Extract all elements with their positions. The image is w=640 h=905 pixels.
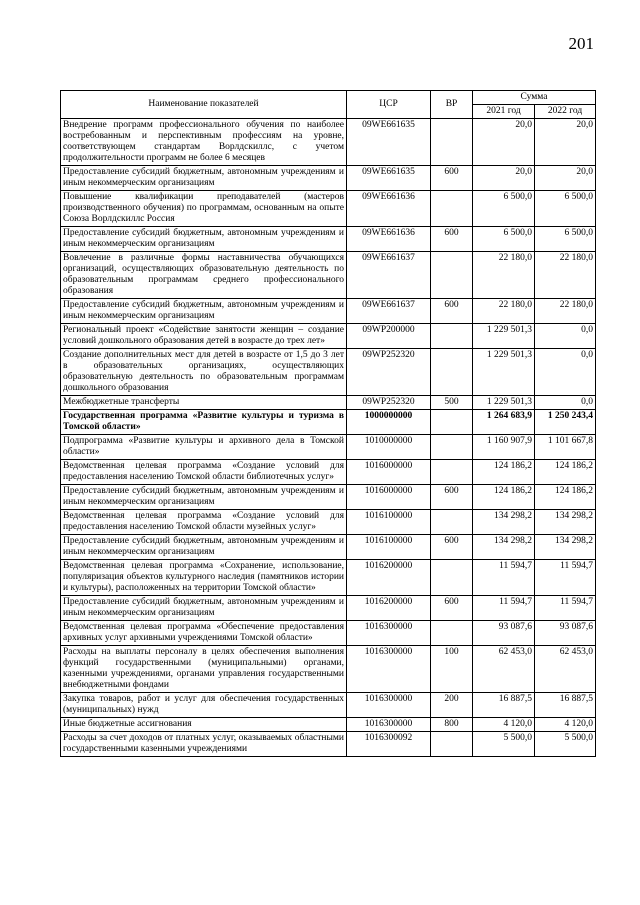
row-sum-2021: 11 594,7 [473, 560, 535, 596]
row-vr: 800 [431, 718, 473, 732]
row-sum-2021: 20,0 [473, 119, 535, 166]
row-vr: 600 [431, 299, 473, 324]
row-csr: 1016200000 [347, 596, 431, 621]
row-sum-2021: 1 229 501,3 [473, 349, 535, 396]
table-row [61, 227, 596, 252]
row-vr [431, 732, 473, 757]
row-vr [431, 621, 473, 646]
table-row [61, 535, 596, 560]
table-row [61, 191, 596, 227]
table-row [61, 349, 596, 396]
row-sum-2022: 0,0 [535, 349, 596, 396]
row-vr: 600 [431, 166, 473, 191]
row-sum-2022: 20,0 [535, 119, 596, 166]
row-sum-2022: 16 887,5 [535, 693, 596, 718]
row-vr [431, 349, 473, 396]
row-vr: 200 [431, 693, 473, 718]
table-row [61, 485, 596, 510]
row-csr: 1016200000 [347, 560, 431, 596]
row-name: Расходы на выплаты персоналу в целях обеспечения выполнения функций государственными (муниципальными) органами, казенными учреждениями, органами управления государственными внебюджетными фондами [61, 646, 347, 693]
row-csr: 1000000000 [347, 410, 431, 435]
table-row [61, 621, 596, 646]
row-sum-2022: 62 453,0 [535, 646, 596, 693]
table-row [61, 732, 596, 757]
row-name: Подпрограмма «Развитие культуры и архивного дела в Томской области» [61, 435, 347, 460]
row-csr: 1010000000 [347, 435, 431, 460]
row-vr [431, 410, 473, 435]
row-csr: 1016300000 [347, 718, 431, 732]
row-sum-2021: 124 186,2 [473, 485, 535, 510]
row-sum-2022: 6 500,0 [535, 227, 596, 252]
row-name: Региональный проект «Содействие занятости женщин – создание условий дошкольного образования детей в возрасте до трех лет» [61, 324, 347, 349]
row-sum-2022: 11 594,7 [535, 596, 596, 621]
row-name: Ведомственная целевая программа «Обеспечение предоставления архивных услуг архивными учреждениями Томской области» [61, 621, 347, 646]
row-sum-2021: 11 594,7 [473, 596, 535, 621]
header-2022: 2022 год [535, 105, 596, 119]
header-csr: ЦСР [347, 91, 431, 119]
row-vr: 500 [431, 396, 473, 410]
row-csr: 1016100000 [347, 535, 431, 560]
row-sum-2021: 5 500,0 [473, 732, 535, 757]
row-sum-2021: 62 453,0 [473, 646, 535, 693]
table-row [61, 718, 596, 732]
table-row [61, 693, 596, 718]
table-row [61, 596, 596, 621]
row-sum-2022: 1 101 667,8 [535, 435, 596, 460]
row-sum-2021: 16 887,5 [473, 693, 535, 718]
row-name: Иные бюджетные ассигнования [61, 718, 347, 732]
row-csr: 09WP252320 [347, 396, 431, 410]
row-sum-2021: 93 087,6 [473, 621, 535, 646]
row-csr: 09WE661635 [347, 119, 431, 166]
table-row [61, 460, 596, 485]
row-vr [431, 510, 473, 535]
row-sum-2021: 124 186,2 [473, 460, 535, 485]
row-sum-2021: 1 229 501,3 [473, 396, 535, 410]
row-sum-2021: 4 120,0 [473, 718, 535, 732]
row-csr: 09WE661637 [347, 299, 431, 324]
row-sum-2021: 1 264 683,9 [473, 410, 535, 435]
row-name: Предоставление субсидий бюджетным, автономным учреждениям и иным некоммерческим организациям [61, 596, 347, 621]
row-sum-2022: 124 186,2 [535, 460, 596, 485]
row-name: Предоставление субсидий бюджетным, автономным учреждениям и иным некоммерческим организациям [61, 535, 347, 560]
row-vr [431, 119, 473, 166]
row-name: Предоставление субсидий бюджетным, автономным учреждениям и иным некоммерческим организациям [61, 166, 347, 191]
row-name: Вовлечение в различные формы наставничества обучающихся организаций, осуществляющих образовательную деятельность по образовательным программам среднего профессионального образования [61, 252, 347, 299]
row-name: Ведомственная целевая программа «Создание условий для предоставления населению Томской области музейных услуг» [61, 510, 347, 535]
table-row [61, 119, 596, 166]
table-row [61, 560, 596, 596]
row-vr: 600 [431, 227, 473, 252]
row-sum-2021: 22 180,0 [473, 252, 535, 299]
row-csr: 1016000000 [347, 485, 431, 510]
row-sum-2021: 1 160 907,9 [473, 435, 535, 460]
row-sum-2021: 6 500,0 [473, 191, 535, 227]
row-sum-2022: 22 180,0 [535, 299, 596, 324]
table-header [61, 91, 596, 119]
header-name: Наименование показателей [61, 91, 347, 119]
row-vr [431, 435, 473, 460]
row-name: Предоставление субсидий бюджетным, автономным учреждениям и иным некоммерческим организациям [61, 227, 347, 252]
table-row [61, 646, 596, 693]
table-row [61, 252, 596, 299]
row-csr: 1016000000 [347, 460, 431, 485]
row-vr [431, 460, 473, 485]
row-name: Повышение квалификации преподавателей (мастеров производственного обучения) по программам, основанным на опыте Союза Ворлдскиллс Россия [61, 191, 347, 227]
table-body [61, 119, 596, 757]
table-row [61, 396, 596, 410]
table-row [61, 166, 596, 191]
row-csr: 1016300000 [347, 693, 431, 718]
row-vr: 100 [431, 646, 473, 693]
row-vr: 600 [431, 596, 473, 621]
budget-table [60, 90, 596, 757]
row-vr [431, 560, 473, 596]
row-sum-2021: 1 229 501,3 [473, 324, 535, 349]
row-sum-2022: 11 594,7 [535, 560, 596, 596]
row-name: Внедрение программ профессионального обучения по наиболее востребованным и перспективным профессиям на уровне, соответствующем стандартам Ворлдскиллс, с учетом продолжительности программ не более 6 месяцев [61, 119, 347, 166]
row-vr [431, 191, 473, 227]
table-row [61, 299, 596, 324]
row-csr: 1016300000 [347, 621, 431, 646]
row-name: Расходы за счет доходов от платных услуг, оказываемых областными государственными казенными учреждениями [61, 732, 347, 757]
row-vr: 600 [431, 485, 473, 510]
row-sum-2022: 4 120,0 [535, 718, 596, 732]
row-sum-2021: 20,0 [473, 166, 535, 191]
row-sum-2022: 6 500,0 [535, 191, 596, 227]
row-sum-2021: 134 298,2 [473, 535, 535, 560]
row-name: Закупка товаров, работ и услуг для обеспечения государственных (муниципальных) нужд [61, 693, 347, 718]
row-name: Государственная программа «Развитие культуры и туризма в Томской области» [61, 410, 347, 435]
row-name: Предоставление субсидий бюджетным, автономным учреждениям и иным некоммерческим организациям [61, 485, 347, 510]
row-name: Создание дополнительных мест для детей в возрасте от 1,5 до 3 лет в образовательных организациях, осуществляющих образовательную деятельность по образовательным программам дошкольного образования [61, 349, 347, 396]
row-sum-2022: 1 250 243,4 [535, 410, 596, 435]
row-sum-2022: 93 087,6 [535, 621, 596, 646]
table-row [61, 324, 596, 349]
row-name: Ведомственная целевая программа «Создание условий для предоставления населению Томской области библиотечных услуг» [61, 460, 347, 485]
page-number: 201 [568, 34, 594, 53]
row-csr: 09WE661636 [347, 191, 431, 227]
table-row [61, 510, 596, 535]
row-sum-2022: 0,0 [535, 396, 596, 410]
row-sum-2022: 22 180,0 [535, 252, 596, 299]
row-csr: 1016300092 [347, 732, 431, 757]
row-sum-2022: 134 298,2 [535, 535, 596, 560]
table-row [61, 435, 596, 460]
row-csr: 1016100000 [347, 510, 431, 535]
row-sum-2022: 124 186,2 [535, 485, 596, 510]
row-sum-2022: 0,0 [535, 324, 596, 349]
header-2021: 2021 год [473, 105, 535, 119]
row-sum-2021: 134 298,2 [473, 510, 535, 535]
row-vr: 600 [431, 535, 473, 560]
row-name: Предоставление субсидий бюджетным, автономным учреждениям и иным некоммерческим организациям [61, 299, 347, 324]
row-name: Межбюджетные трансферты [61, 396, 347, 410]
table-row [61, 410, 596, 435]
row-csr: 09WE661637 [347, 252, 431, 299]
header-sum: Сумма [473, 91, 596, 105]
row-csr: 09WE661635 [347, 166, 431, 191]
row-csr: 09WE661636 [347, 227, 431, 252]
row-csr: 1016300000 [347, 646, 431, 693]
row-sum-2022: 20,0 [535, 166, 596, 191]
header-vr: ВР [431, 91, 473, 119]
row-sum-2021: 22 180,0 [473, 299, 535, 324]
row-csr: 09WP200000 [347, 324, 431, 349]
row-vr [431, 252, 473, 299]
row-csr: 09WP252320 [347, 349, 431, 396]
row-name: Ведомственная целевая программа «Сохранение, использование, популяризация объектов культурного наследия (памятников истории и культуры), расположенных на территории Томской области» [61, 560, 347, 596]
row-sum-2022: 134 298,2 [535, 510, 596, 535]
row-vr [431, 324, 473, 349]
row-sum-2021: 6 500,0 [473, 227, 535, 252]
row-sum-2022: 5 500,0 [535, 732, 596, 757]
